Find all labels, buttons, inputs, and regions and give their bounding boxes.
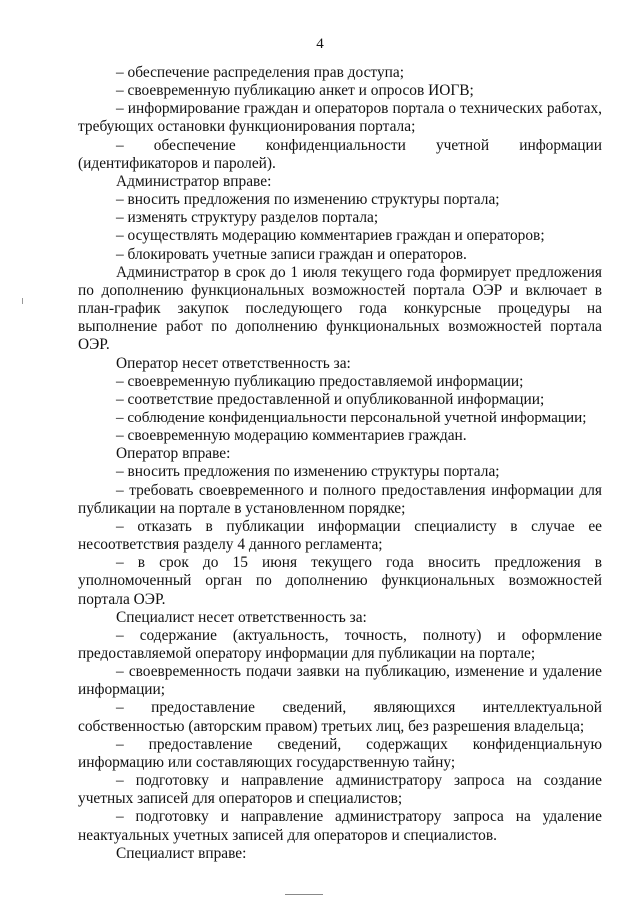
section-heading: Оператор вправе: [116, 445, 231, 463]
paragraph: Администратор в срок до 1 июля текущего года формирует предложения по дополнению функциональных возможностей портала ОЭР и включает в план-график закупок последующего года конкурсные процедуры на выполнение работ по дополнению функциональных возможностей портала ОЭР. [78, 263, 602, 354]
paragraph: – своевременность подачи заявки на публикацию, изменение и удаление информации; [78, 663, 602, 699]
margin-mark [22, 298, 23, 304]
paragraph: – предоставление сведений, содержащих конфиденциальную информацию или составляющих государственную тайну; [78, 735, 602, 771]
section-heading: Оператор несет ответственность за: [116, 354, 351, 372]
paragraph: – вносить предложения по изменению структуры портала; [116, 463, 500, 481]
paragraph: – в срок до 15 июня текущего года вносить предложения в уполномоченный орган по дополнению функциональных возможностей портала ОЭР. [78, 554, 602, 608]
document-body [78, 64, 602, 863]
paragraph: – блокировать учетные записи граждан и операторов. [116, 245, 467, 263]
paragraph: – подготовку и направление администратору запроса на удаление неактуальных учетных записей для операторов и специалистов. [78, 808, 602, 844]
paragraph: – обеспечение распределения прав доступа; [116, 64, 404, 81]
paragraph: – предоставление сведений, являющихся интеллектуальной собственностью (авторским правом) третьих лиц, без разрешения владельца; [78, 699, 602, 735]
paragraph: – своевременную публикацию предоставляемой информации; [116, 372, 524, 390]
paragraph: – обеспечение конфиденциальности учетной информации (идентификаторов и паролей). [78, 136, 602, 172]
footer-rule [285, 894, 323, 895]
paragraph: – изменять структуру разделов портала; [116, 209, 379, 227]
page-number: 4 [316, 36, 324, 52]
section-heading: Администратор вправе: [116, 172, 272, 190]
section-heading: Специалист несет ответственность за: [116, 608, 367, 626]
paragraph: – своевременную модерацию комментариев граждан. [116, 427, 467, 445]
paragraph: – соответствие предоставленной и опубликованной информации; [116, 390, 545, 408]
paragraph: – информирование граждан и операторов портала о технических работах, требующих остановки функционирования портала; [78, 100, 602, 136]
paragraph: – осуществлять модерацию комментариев граждан и операторов; [116, 227, 545, 245]
paragraph: – подготовку и направление администратору запроса на создание учетных записей для операторов и специалистов; [78, 772, 602, 808]
paragraph: – своевременную публикацию анкет и опросов ИОГВ; [116, 82, 474, 100]
paragraph: – содержание (актуальность, точность, полноту) и оформление предоставляемой оператору информации для публикации на портале; [78, 626, 602, 662]
paragraph: – вносить предложения по изменению структуры портала; [116, 191, 500, 209]
paragraph: – отказать в публикации информации специалисту в случае ее несоответствия разделу 4 данного регламента; [78, 517, 602, 554]
section-heading: Специалист вправе: [116, 844, 247, 862]
paragraph: – требовать своевременного и полного предоставления информации для публикации на портале в установленном порядке; [78, 481, 602, 517]
paragraph: – соблюдение конфиденциальности персональной учетной информации; [116, 408, 587, 426]
